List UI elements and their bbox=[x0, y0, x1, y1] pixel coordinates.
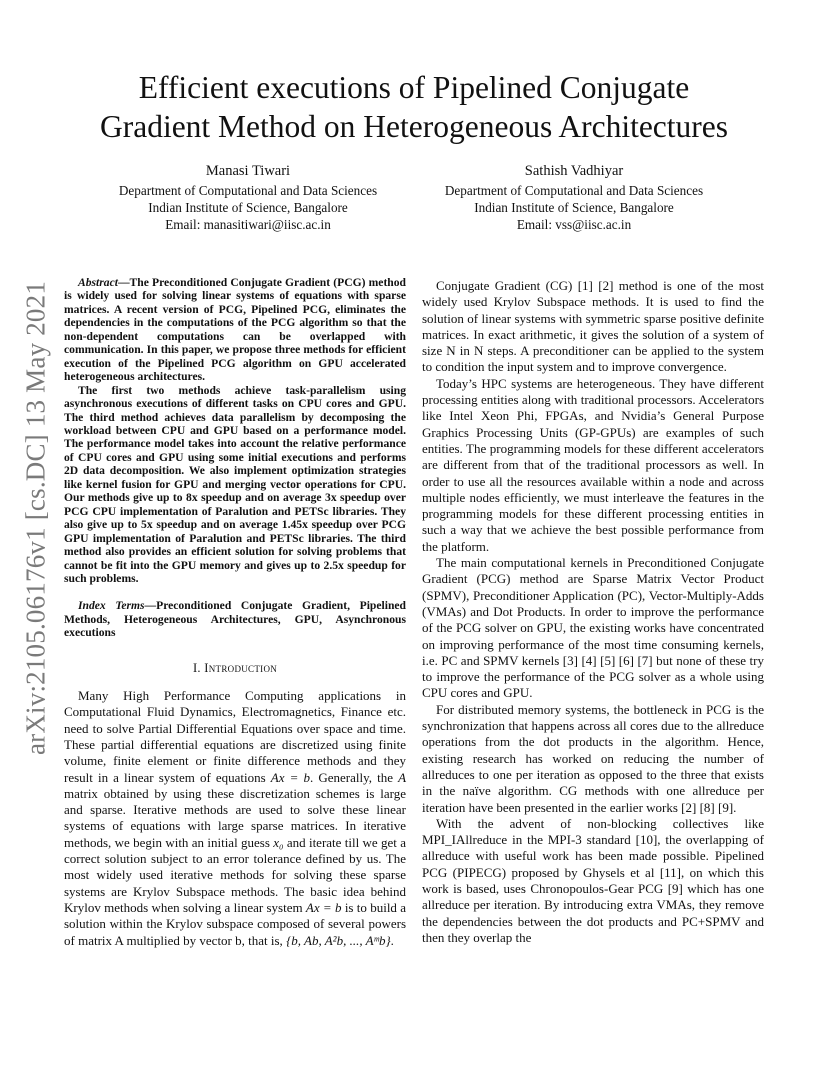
author-block-1 bbox=[88, 163, 408, 233]
author-institution: Indian Institute of Science, Bangalore bbox=[148, 200, 348, 215]
left-column bbox=[64, 276, 406, 949]
paragraph-kernels: The main computational kernels in Preconditioned Conjugate Gradient (PCG) method are Sparse Matrix Vector Product (SPMV), Preconditioner Application (PC), Vector-Multiply-Adds (VMAs) and Dot Products. In order to improve the performance of the PCG solver on GPU, the existing works have concentrated on improving performance of the most time consuming kernels, i.e. PC and SPMV kernels [3] [4] [5] [6] [7] but none of these try to improve the performance of the PCG solver as a whole using CPU cores and GPU. bbox=[422, 555, 764, 701]
abstract-paragraph-2: The first two methods achieve task-parallelism using asynchronous executions of different tasks on CPU cores and GPU. The third method achieves data parallelism by decomposing the workload between CPU and GPU based on a performance model. The performance model takes into account the relative performance of CPU cores and GPU using some initial executions and performs 2D data decomposition. We also implement optimization strategies like kernel fusion for GPU and merging vector operations for CPU. Our methods give up to 8x speedup and on average 3x speedup over PCG CPU implementation of Paralution and PETSc libraries. They also give up to 5x speedup and on average 1.45x speedup over PCG GPU implementation of Paralution and PETSc libraries. The third method also provides an efficient solution for solving problems that cannot be fit into the GPU memory and gives up to 2.5x speedup for such problems. bbox=[64, 383, 406, 585]
section-heading-introduction bbox=[64, 660, 406, 676]
introduction-body bbox=[64, 688, 406, 949]
paragraph-distributed: For distributed memory systems, the bottleneck in PCG is the synchronization that happens across all cores due to the allreduce operations from the dot products in the algorithm. Hence, existing research has worked on reducing the number of allreduces to one per iteration as opposed to the three that exists in the naïve algorithm. CG methods with one allreduce per iteration have been presented in the earlier works [2] [8] [9]. bbox=[422, 701, 764, 815]
krylov-subspace-expression: {b, Ab, A²b, ..., Aᵐb} bbox=[286, 932, 391, 948]
abstract bbox=[64, 276, 406, 640]
equation-inline: Ax = b bbox=[305, 899, 342, 915]
author-department: Department of Computational and Data Sciences bbox=[118, 183, 378, 198]
text-run: and iterate till we get a correct solution subject to an error tolerance defined by us. The most widely used iterative methods for solving these sparse systems are Krylov Subspace methods. The basic idea behind Krylov methods when solving a linear system bbox=[64, 834, 406, 915]
equation-inline: Ax = b bbox=[270, 769, 310, 785]
author-institution: Indian Institute of Science, Bangalore bbox=[474, 200, 674, 215]
author-department: Department of Computational and Data Sciences bbox=[444, 183, 704, 198]
abstract-text-1: —The Preconditioned Conjugate Gradient (PCG) method is widely used for solving linear systems of equations with sparse matrices. A recent version of PCG, Pipelined PCG, eliminates the dependencies in the computations of the PCG algorithm so that the non-dependent computations can be overlapped with communication. In this paper, we propose three methods for efficient execution of the Pipelined PCG algorithm on GPU accelerated heterogeneous architectures. bbox=[64, 276, 406, 384]
paper-title bbox=[60, 68, 768, 146]
author-name: Manasi Tiwari bbox=[205, 163, 291, 179]
index-terms-label: Index Terms bbox=[78, 599, 145, 613]
arxiv-identifier: arXiv:2105.06176v1 [cs.DC] 13 May 2021 bbox=[20, 280, 51, 756]
author-email: Email: vss@iisc.ac.in bbox=[516, 217, 632, 232]
paragraph-pipelined: With the advent of non-blocking collectives like MPI_IAllreduce in the MPI-3 standard [10], the overlapping of allreduce with useful work has been made possible. Pipelined PCG (PIPECG) proposed by Ghysels et al [11], on which this work is based, uses Chronopoulos-Gear PCG [9] which has one allreduce per iteration. By introducing extra VMAs, they remove the dependencies between the dot products and PC+SPMV and then they overlap the bbox=[422, 815, 764, 945]
text-run: Many High Performance Computing applications in Computational Fluid Dynamics, Electromagnetics, Finance etc. need to solve Partial Differential Equations over space and time. These partial differential equations are discretized using finite volume, finite element or finite difference methods and they result in a linear system of equations bbox=[64, 688, 406, 785]
section-number: I. bbox=[192, 660, 205, 675]
title-line-1: Efficient executions of Pipelined Conjugate bbox=[138, 70, 690, 105]
math-variable: x₀ bbox=[273, 834, 284, 850]
author-block-2 bbox=[414, 163, 734, 233]
paragraph-cg: Conjugate Gradient (CG) [1] [2] method is one of the most widely used Krylov Subspace methods. It is used to find the solution of linear systems with symmetric sparse positive definite matrices. In exact arithmetic, it gives the solution of a system of size N in N steps. A preconditioner can be applied to the system to condition the input system and to improve convergence. bbox=[422, 278, 764, 375]
author-name: Sathish Vadhiyar bbox=[524, 163, 624, 179]
index-terms bbox=[64, 599, 406, 639]
text-run: is to build a solution within the Krylov subspace composed of several powers of matrix A multiplied by vector b, that is, bbox=[64, 899, 406, 948]
text-run: . Generally, the bbox=[309, 769, 399, 785]
section-title: Introduction bbox=[204, 660, 278, 675]
right-column bbox=[422, 278, 764, 946]
abstract-label: Abstract bbox=[78, 276, 118, 289]
text-run: . bbox=[390, 932, 394, 948]
arxiv-sidebar bbox=[16, 278, 56, 758]
intro-paragraph-1 bbox=[64, 688, 406, 949]
index-terms-text: —Preconditioned Conjugate Gradient, Pipelined Methods, Heterogeneous Architectures, GPU, Asynchronous executions bbox=[64, 599, 406, 640]
author-email: Email: manasitiwari@iisc.ac.in bbox=[165, 217, 331, 232]
text-run: matrix obtained by using these discretization schemes is large and sparse. Iterative methods are used to solve these linear systems of equations with large sparse matrices. In iterative methods, we begin with an initial guess bbox=[64, 785, 406, 850]
title-line-2: Gradient Method on Heterogeneous Architectures bbox=[99, 109, 729, 144]
paragraph-hpc: Today’s HPC systems are heterogeneous. They have different processing entities along with traditional processors. Accelerators like Intel Xeon Phi, FPGAs, and Nvidia’s General Purpose Graphics Processing Units (GP-GPUs) are examples of such entities. The programming models for these different accelerators are different from that of the traditional processors as well. In order to use all the resources available within a node and across multiple nodes efficiently, we must interleave the features in the programming models for these different processing entities in such a way that we achieve the best possible performance from the platform. bbox=[422, 375, 764, 554]
math-variable: A bbox=[398, 769, 407, 785]
abstract-paragraph-1 bbox=[64, 276, 406, 384]
